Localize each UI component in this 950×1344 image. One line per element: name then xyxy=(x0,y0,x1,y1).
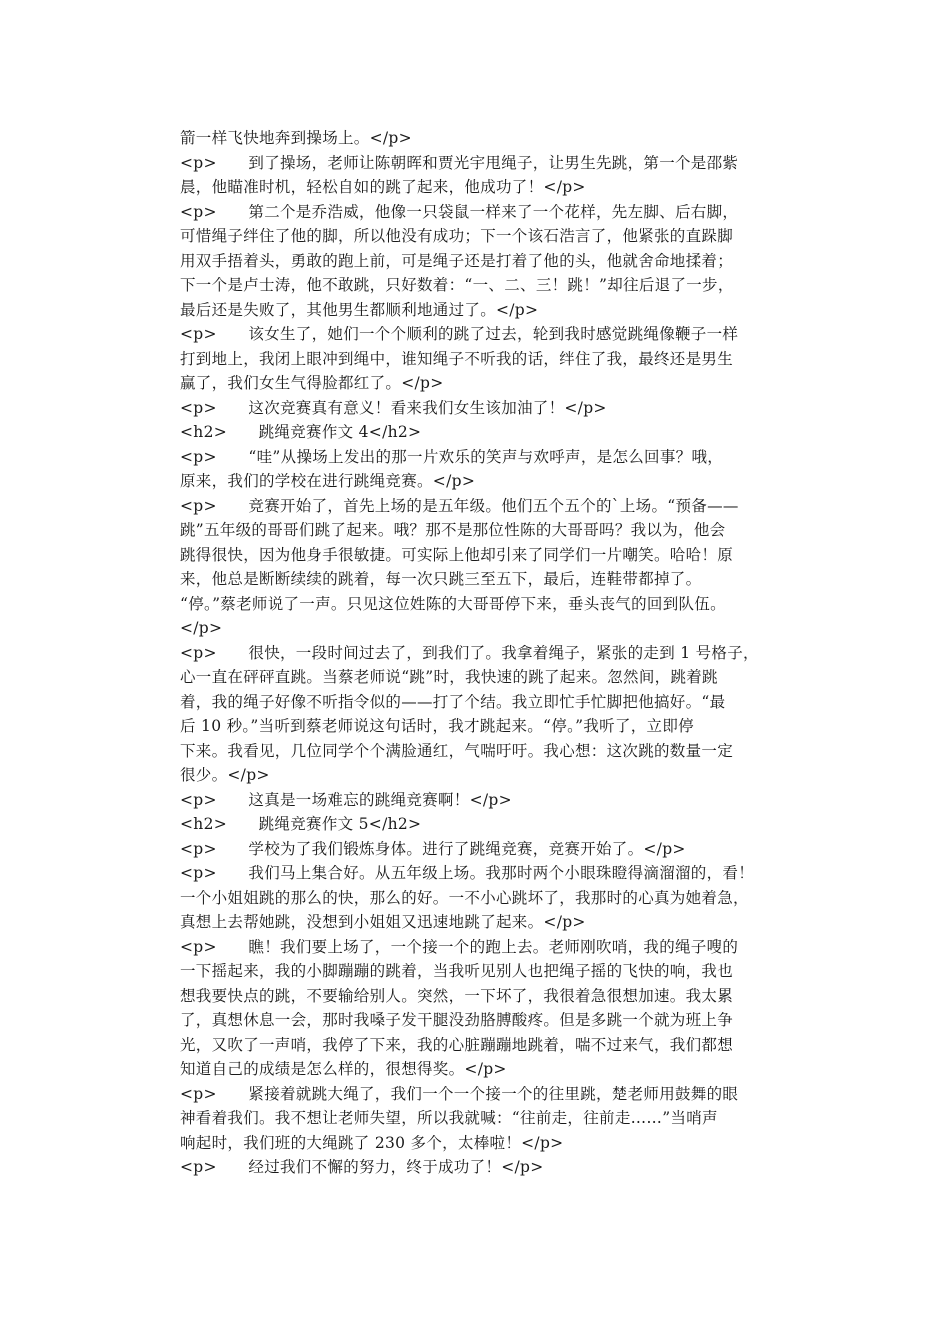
text-line: <p> 很快，一段时间过去了，到我们了。我拿着绳子，紧张的走到 1 号格子， xyxy=(180,643,759,662)
text-line: <p> 学校为了我们锻炼身体。进行了跳绳竞赛，竞赛开始了。</p> xyxy=(180,839,686,858)
text-line: <p> 竞赛开始了，首先上场的是五年级。他们五个五个的`上场。“预备—— xyxy=(180,496,739,515)
text-line: <p> 我们马上集合好。从五年级上场。我那时两个小眼珠瞪得滴溜溜的，看！ xyxy=(180,864,754,882)
text-line: <p> “哇”从操场上发出的那一片欢乐的笑声与欢呼声，是怎么回事？哦， xyxy=(180,447,724,466)
text-line: 一个小姐姐跳的那么的快，那么的好。一不小心跳坏了，我那时的心真为她着急， xyxy=(180,888,749,907)
text-line: 响起时，我们班的大绳跳了 230 多个，太棒啦！</p> xyxy=(180,1133,564,1152)
text-line: 真想上去帮她跳，没想到小姐姐又迅速地跳了起来。</p> xyxy=(180,913,586,931)
text-line: 用双手捂着头，勇敢的跑上前，可是绳子还是打着了他的头，他就舍命地揉着； xyxy=(180,251,734,270)
text-line: 跳得很快，因为他身手很敏捷。可实际上他却引来了同学们一片嘲笑。哈哈！原 xyxy=(180,545,734,564)
text-line: 晨，他瞄准时机，轻松自如的跳了起来，他成功了！</p> xyxy=(180,178,586,196)
text-line: <p> 瞧！我们要上场了，一个接一个的跑上去。老师刚吹哨，我的绳子嗖的 xyxy=(180,937,739,956)
text-line: 箭一样飞快地奔到操场上。</p> xyxy=(180,129,412,147)
text-line: <p> 紧接着就跳大绳了，我们一个一个接一个的往里跳，楚老师用鼓舞的眼 xyxy=(180,1084,739,1103)
text-line: <p> 这次竞赛真有意义！看来我们女生该加油了！</p> xyxy=(180,398,607,417)
text-line: 一下摇起来，我的小脚蹦蹦的跳着，当我听见别人也把绳子摇的飞快的响，我也 xyxy=(180,962,734,980)
text-line: 光，又吹了一声哨，我停了下来，我的心脏蹦蹦地跳着，喘不过来气，我们都想 xyxy=(180,1035,734,1054)
text-line: 了，真想休息一会，那时我嗓子发干腿没劲胳膊酸疼。但是多跳一个就为班上争 xyxy=(180,1011,734,1029)
text-line: 后 10 秒。”当听到蔡老师说这句话时，我才跳起来。“停。”我听了，立即停 xyxy=(180,717,694,735)
text-line: “停。”蔡老师说了一声。只见这位姓陈的大哥哥停下来，垂头丧气的回到队伍。 xyxy=(180,594,726,613)
section-heading: <h2> 跳绳竞赛作文 5</h2> xyxy=(180,815,422,833)
text-line: <p> 经过我们不懈的努力，终于成功了！</p> xyxy=(180,1158,544,1176)
text-line: 想我要快点的跳，不要输给别人。突然，一下坏了，我很着急很想加速。我太累 xyxy=(180,986,734,1005)
text-line: 下一个是卢士涛，他不敢跳，只好数着：“一、二、三！跳！”却往后退了一步， xyxy=(180,276,734,294)
text-line: 来，他总是断断续续的跳着，每一次只跳三至五下，最后，连鞋带都掉了。 xyxy=(180,570,702,588)
text-line: 神看着我们。我不想让老师失望，所以我就喊：“往前走，往前走……”当哨声 xyxy=(180,1109,718,1127)
text-line: 跳”五年级的哥哥们跳了起来。哦？那不是那位性陈的大哥哥吗？我以为，他会 xyxy=(180,521,726,539)
text-line: <p> 第二个是乔浩威，他像一只袋鼠一样来了一个花样，先左脚、后右脚， xyxy=(180,202,739,221)
text-line: <p> 到了操场，老师让陈朝晖和贾光宇甩绳子，让男生先跳，第一个是邵紫 xyxy=(180,153,739,172)
text-line: 心一直在砰砰直跳。当蔡老师说“跳”时，我快速的跳了起来。忽然间，跳着跳 xyxy=(180,668,718,686)
text-line: 打到地上，我闭上眼冲到绳中，谁知绳子不听我的话，绊住了我，最终还是男生 xyxy=(180,349,734,368)
text-line: 原来，我们的学校在进行跳绳竞赛。</p> xyxy=(180,472,476,490)
text-line: 赢了，我们女生气得脸都红了。</p> xyxy=(180,374,444,392)
text-line: 知道自己的成绩是怎么样的，很想得奖。</p> xyxy=(180,1060,507,1078)
text-line: 着，我的绳子好像不听指令似的——打了个结。我立即忙手忙脚把他搞好。“最 xyxy=(180,692,726,711)
text-line: <p> 该女生了，她们一个个顺利的跳了过去，轮到我时感觉跳绳像鞭子一样 xyxy=(180,325,739,343)
text-line: 下来。我看见，几位同学个个满脸通红，气喘吁吁。我心想：这次跳的数量一定 xyxy=(180,741,734,760)
text-line: 可惜绳子绊住了他的脚，所以他没有成功；下一个该石浩言了，他紧张的直跺脚 xyxy=(180,227,734,245)
text-line: 最后还是失败了，其他男生都顺利地通过了。</p> xyxy=(180,300,539,319)
section-heading: <h2> 跳绳竞赛作文 4</h2> xyxy=(180,423,422,441)
document-body xyxy=(180,126,780,1180)
text-line: <p> 这真是一场难忘的跳绳竞赛啊！</p> xyxy=(180,790,512,809)
text-line: 很少。</p> xyxy=(180,766,270,784)
text-line: </p> xyxy=(180,619,223,637)
